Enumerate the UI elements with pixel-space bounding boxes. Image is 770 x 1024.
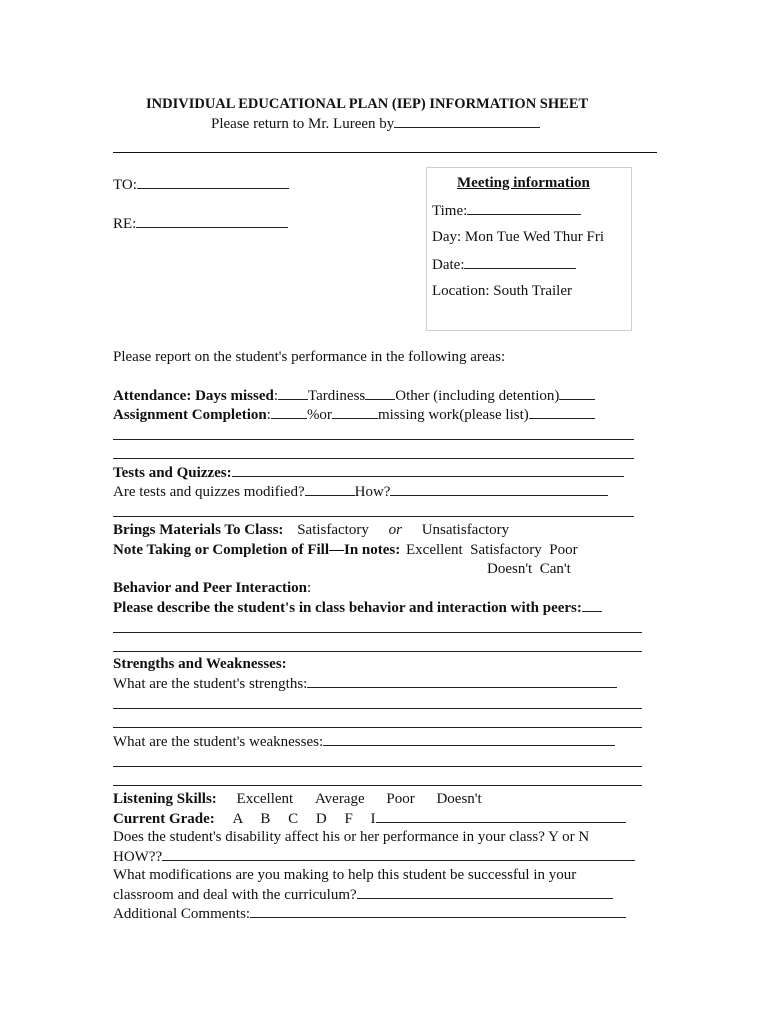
return-label: Please return to Mr. Lureen by xyxy=(211,116,395,132)
attendance-colon: : xyxy=(273,388,278,404)
tardiness-label: Tardiness xyxy=(308,388,366,404)
return-line xyxy=(211,114,540,133)
modifications-row xyxy=(113,885,613,904)
grade-label: Current Grade: xyxy=(113,811,215,827)
behavior-field[interactable] xyxy=(582,598,602,612)
notes-label: Note Taking or Completion of Fill—In notes: xyxy=(113,542,401,558)
listening-doesnt[interactable]: Doesn't xyxy=(436,791,482,807)
behavior-label: Behavior and Peer Interaction xyxy=(113,580,308,596)
grade-f[interactable]: F xyxy=(344,811,353,827)
listening-row xyxy=(113,790,482,808)
additional-row xyxy=(113,904,626,923)
how-caps-field[interactable] xyxy=(162,847,635,861)
how-caps-label: HOW?? xyxy=(113,849,163,865)
strengths-line-2[interactable] xyxy=(113,727,642,728)
tests-row xyxy=(113,463,624,482)
grade-b[interactable]: B xyxy=(260,811,271,827)
listening-label: Listening Skills: xyxy=(113,791,217,807)
time-label: Time: xyxy=(432,203,468,219)
modifications-field[interactable] xyxy=(357,885,613,899)
other-field[interactable] xyxy=(559,386,595,400)
behavior-line-2[interactable] xyxy=(113,651,642,652)
additional-field[interactable] xyxy=(250,904,626,918)
weaknesses-line-1[interactable] xyxy=(113,766,642,767)
behavior-colon: : xyxy=(307,580,312,596)
how-field[interactable] xyxy=(390,482,608,496)
weaknesses-field[interactable] xyxy=(323,732,615,746)
date-label: Date: xyxy=(432,257,465,273)
materials-unsatisfactory[interactable]: Unsatisfactory xyxy=(421,522,510,538)
meeting-heading: Meeting information xyxy=(457,175,590,191)
notes-row xyxy=(113,541,578,559)
materials-row xyxy=(113,521,509,539)
re-row xyxy=(113,214,288,233)
other-label: Other (including detention) xyxy=(395,388,560,404)
materials-or: or xyxy=(388,522,402,538)
tardiness-field[interactable] xyxy=(365,386,395,400)
missing-work-line-1[interactable] xyxy=(113,439,634,440)
notes-options[interactable]: Excellent Satisfactory Poor xyxy=(406,542,578,558)
to-label: TO: xyxy=(113,177,137,193)
date-field[interactable] xyxy=(464,255,576,269)
meeting-date-row xyxy=(432,255,576,274)
tests-modified-row xyxy=(113,482,608,501)
strengths-line-1[interactable] xyxy=(113,708,642,709)
behavior-line-1[interactable] xyxy=(113,632,642,633)
attendance-row xyxy=(113,386,595,405)
missing-work-field[interactable] xyxy=(529,405,595,419)
tests-label: Tests and Quizzes: xyxy=(113,465,232,481)
listening-average[interactable]: Average xyxy=(314,791,365,807)
strengths-row xyxy=(113,674,617,693)
behavior-describe-row xyxy=(113,598,602,617)
days-missed-field[interactable] xyxy=(278,386,308,400)
listening-poor[interactable]: Poor xyxy=(386,791,415,807)
grade-d[interactable]: D xyxy=(315,811,327,827)
meeting-day: Day: Mon Tue Wed Thur Fri xyxy=(432,229,605,245)
tests-extra-line[interactable] xyxy=(113,516,634,517)
modifications-question-1: What modifications are you making to help this student be successful in your xyxy=(113,867,577,883)
behavior-describe-label: Please describe the student's in class behavior and interaction with peers: xyxy=(113,600,582,616)
how-caps-row xyxy=(113,847,635,866)
re-label: RE: xyxy=(113,216,137,232)
materials-label: Brings Materials To Class: xyxy=(113,522,284,538)
modifications-question-2: classroom and deal with the curriculum? xyxy=(113,887,357,903)
how-label: How? xyxy=(354,484,391,500)
page-title: INDIVIDUAL EDUCATIONAL PLAN (IEP) INFORMATION SHEET xyxy=(146,96,589,112)
attendance-label: Attendance: Days missed xyxy=(113,388,274,404)
grade-field[interactable] xyxy=(376,809,626,823)
disability-question: Does the student's disability affect his or her performance in your class? Y or N xyxy=(113,829,590,845)
tests-modified-field[interactable] xyxy=(305,482,355,496)
re-field[interactable] xyxy=(136,214,288,228)
report-intro: Please report on the student's performance in the following areas: xyxy=(113,349,506,365)
tests-field[interactable] xyxy=(232,463,624,477)
additional-label: Additional Comments: xyxy=(113,906,251,922)
missing-count-field[interactable] xyxy=(332,405,378,419)
grade-i[interactable]: I xyxy=(370,811,376,827)
weaknesses-row xyxy=(113,732,615,751)
to-field[interactable] xyxy=(137,175,289,189)
grade-a[interactable]: A xyxy=(232,811,243,827)
time-field[interactable] xyxy=(467,201,581,215)
percent-or-label: %or xyxy=(306,407,332,423)
missing-work-label: missing work(please list) xyxy=(377,407,529,423)
behavior-heading-row xyxy=(113,579,311,597)
percent-field[interactable] xyxy=(271,405,307,419)
strengths-label: What are the student's strengths: xyxy=(113,676,308,692)
missing-work-line-2[interactable] xyxy=(113,458,634,459)
assignment-colon: : xyxy=(266,407,271,423)
strengths-field[interactable] xyxy=(307,674,617,688)
to-row xyxy=(113,175,289,194)
grade-row xyxy=(113,809,626,828)
assignment-label: Assignment Completion xyxy=(113,407,267,423)
weaknesses-label: What are the student's weaknesses: xyxy=(113,734,324,750)
header-divider xyxy=(113,152,657,153)
weaknesses-line-2[interactable] xyxy=(113,785,642,786)
materials-satisfactory[interactable]: Satisfactory xyxy=(297,522,369,538)
meeting-location: Location: South Trailer xyxy=(432,283,572,299)
grade-c[interactable]: C xyxy=(288,811,299,827)
listening-excellent[interactable]: Excellent xyxy=(236,791,294,807)
meeting-time-row xyxy=(432,201,581,220)
assignment-row xyxy=(113,405,595,424)
tests-modified-label: Are tests and quizzes modified? xyxy=(113,484,305,500)
strengths-heading: Strengths and Weaknesses: xyxy=(113,656,287,672)
return-date-field[interactable] xyxy=(394,114,540,128)
notes-options-2[interactable]: Doesn't Can't xyxy=(487,561,571,577)
